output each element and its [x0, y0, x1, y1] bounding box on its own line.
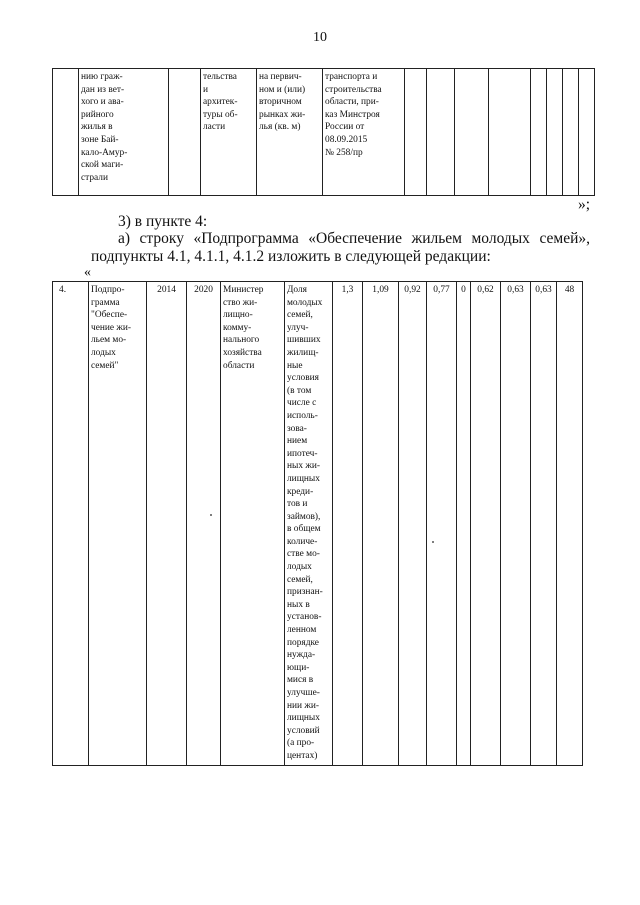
- item-intro: 3) в пункте 4:: [118, 213, 208, 230]
- value-cell: 0,77: [427, 282, 457, 766]
- executor: Министер ство жи- лищно- комму- нального хозяйства области: [221, 282, 285, 766]
- table-cell: [531, 69, 547, 196]
- value-cell: 48: [557, 282, 583, 766]
- value-cell: 1,3: [333, 282, 363, 766]
- table-cell: на первич- ном и (или) вторичном рынках жи- лья (кв. м): [257, 69, 323, 196]
- paragraph-line: а) строку «Подпрограмма «Обеспечение жильем молодых семей»,: [118, 230, 590, 247]
- scan-speck: [432, 541, 434, 543]
- row-number: 4.: [53, 282, 89, 766]
- value-cell: 1,09: [363, 282, 399, 766]
- table-cell: [563, 69, 579, 196]
- subprogram-name: Подпро- грамма "Обеспе- чение жи- льем мо- лодых семей": [89, 282, 147, 766]
- table-cell: нию граж- дан из вет- хого и ава- рийного жилья в зоне Бай- кало-Амур- ской маги- страли: [79, 69, 169, 196]
- year-end: 2020: [187, 282, 221, 766]
- continued-table: [52, 68, 595, 196]
- table-cell: [547, 69, 563, 196]
- value-cell: 0,63: [531, 282, 557, 766]
- scan-speck: [210, 514, 212, 516]
- table-cell: [579, 69, 595, 196]
- value-cell: 0,63: [501, 282, 531, 766]
- closing-quote: »;: [578, 196, 591, 213]
- table-cell: транспорта и строительства области, при- каз Минстроя России от 08.09.2015 № 258/пр: [323, 69, 405, 196]
- table-cell: [489, 69, 531, 196]
- value-cell: 0: [457, 282, 471, 766]
- table-cell: [455, 69, 489, 196]
- table-cell: тельства и архитек- туры об- ласти: [201, 69, 257, 196]
- table-cell: [53, 69, 79, 196]
- value-cell: 0,92: [399, 282, 427, 766]
- table-cell: [427, 69, 455, 196]
- opening-quote: «: [84, 265, 91, 280]
- subprogram-table: [52, 281, 583, 766]
- page-number: 10: [313, 30, 327, 45]
- indicator: Доля молодых семей, улуч- шивших жилищ- ные условия (в том числе с исполь- зова- нием ипотеч- ных жи- лищных креди- тов и займов), в общем количе- стве мо- лодых семей, признан- ных в установ- ленном порядке нужда- ющи- мися в улучше- нии жи- лищных условий (а про- центах): [285, 282, 333, 766]
- table-cell: [405, 69, 427, 196]
- value-cell: 0,62: [471, 282, 501, 766]
- paragraph-line: подпункты 4.1, 4.1.1, 4.1.2 изложить в следующей редакции:: [91, 248, 491, 265]
- table-cell: [169, 69, 201, 196]
- year-start: 2014: [147, 282, 187, 766]
